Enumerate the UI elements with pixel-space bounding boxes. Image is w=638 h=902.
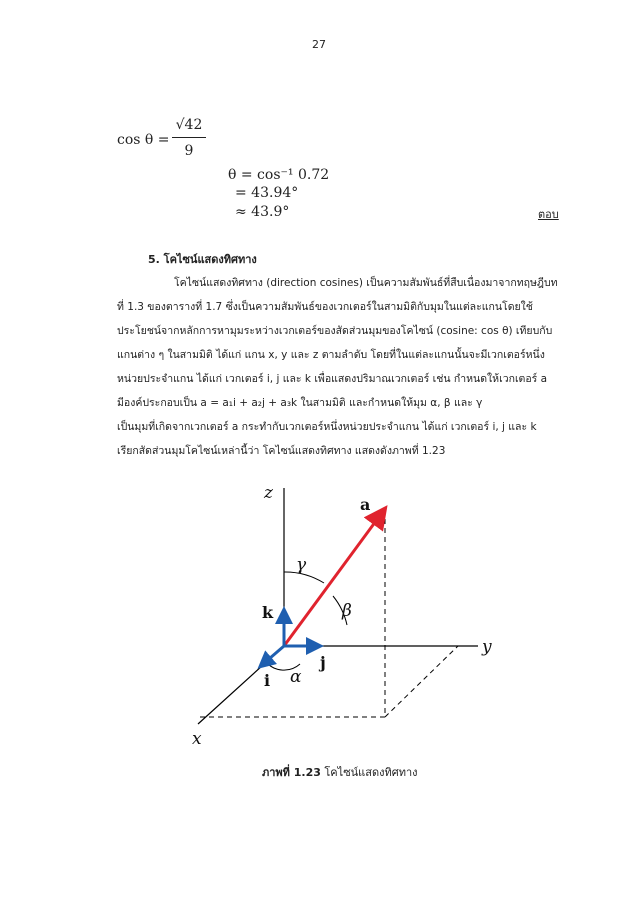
theta-value-line: = 43.94° [235, 185, 299, 201]
unit-k-label: k [262, 603, 274, 622]
vector-a-label: a [360, 495, 371, 514]
paragraph-line-7: เป็นมุมที่เกิดจากเวกเตอร์ a กระทำกับเวกเตอร์หนึ่งหน่วยประจำแกน ได้แก่ เวกเตอร์ i, j และ k [117, 421, 537, 433]
z-axis-label: z [264, 483, 273, 503]
theta-arccos-line: θ = cos⁻¹ 0.72 [228, 167, 330, 183]
fraction-denominator: 9 [184, 143, 194, 159]
beta-label: β [342, 601, 352, 621]
theta-approx-line: ≈ 43.9° [235, 204, 290, 220]
paragraph-line-2: ที่ 1.3 ของตารางที่ 1.7 ซึ่งเป็นความสัมพันธ์ของเวกเตอร์ในสามมิติกับมุมในแต่ละแกนโดยใช้ [117, 301, 533, 313]
caption-text: โคไซน์แสดงทิศทาง [320, 766, 418, 779]
projection-dashed-lines [198, 510, 458, 717]
y-axis-label: y [482, 637, 492, 657]
alpha-label: α [290, 667, 302, 687]
answer-label: ตอบ [538, 208, 559, 221]
paragraph-line-5: หน่วยประจำแกน ได้แก่ เวกเตอร์ i, j และ k เพื่อแสดงปริมาณเวกเตอร์ เช่น กำหนดให้เวกเตอร์ a [117, 373, 548, 385]
paragraph-line-6: มีองค์ประกอบเป็น a = a₁i + a₂j + a₃k ในสามมิติ และกำหนดให้มุม α, β และ γ [117, 397, 483, 409]
caption-label: ภาพที่ 1.23 [262, 766, 321, 779]
page-number: 27 [312, 38, 326, 51]
gamma-label: γ [296, 555, 307, 575]
section-heading: 5. โคไซน์แสดงทิศทาง [148, 253, 257, 266]
cos-theta-lhs: cos θ = [117, 132, 170, 148]
paragraph-line-1: โคไซน์แสดงทิศทาง (direction cosines) เป็นความสัมพันธ์ที่สืบเนื่องมาจากทฤษฎีบท [174, 277, 558, 289]
paragraph-line-4: แกนต่าง ๆ ในสามมิติ ได้แก่ แกน x, y และ z ตามลำดับ โดยที่ในแต่ละแกนนั้นจะมีเวกเตอร์หนึ่ง [117, 349, 545, 361]
figure-caption [262, 763, 418, 781]
direction-cosines-figure [170, 470, 510, 750]
paragraph-line-8: เรียกสัดส่วนมุมโคไซน์เหล่านี้ว่า โคไซน์แสดงทิศทาง แสดงดังภาพที่ 1.23 [117, 445, 446, 457]
fraction-numerator: √42 [175, 117, 203, 133]
unit-j-label: j [320, 653, 326, 672]
x-axis-label: x [192, 729, 202, 749]
unit-i-label: i [264, 671, 271, 690]
unit-i-arrow [262, 646, 284, 665]
fraction-bar [172, 137, 206, 138]
vector-a-arrow [284, 510, 384, 646]
paragraph-line-3: ประโยชน์จากหลักการหามุมระหว่างเวกเตอร์ของสัดส่วนมุมของโคไซน์ (cosine: cos θ) เทียบกับ [117, 325, 553, 337]
